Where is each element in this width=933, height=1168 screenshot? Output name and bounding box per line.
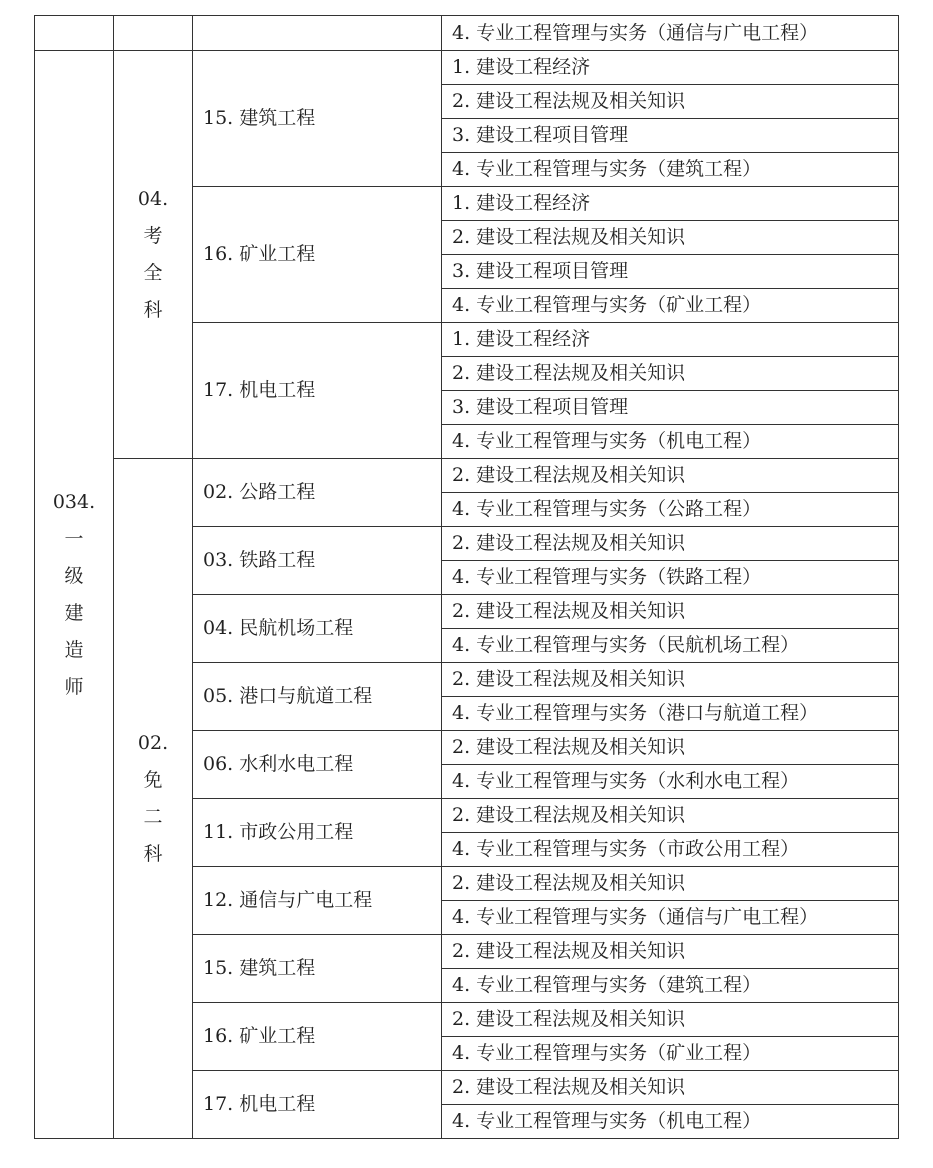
subject-cell: 4. 专业工程管理与实务（建筑工程） (442, 969, 899, 1003)
subject-cell: 2. 建设工程法规及相关知识 (442, 595, 899, 629)
major-cell: 06. 水利水电工程 (193, 731, 442, 799)
major-cell: 15. 建筑工程 (193, 51, 442, 187)
group-code: 02. (137, 731, 169, 754)
major-cell-empty (193, 16, 442, 51)
group-cell (114, 459, 193, 1139)
subject-cell: 2. 建设工程法规及相关知识 (442, 527, 899, 561)
subject-cell: 1. 建设工程经济 (442, 323, 899, 357)
subject-cell: 2. 建设工程法规及相关知识 (442, 85, 899, 119)
group-name-char: 全 (143, 261, 163, 284)
subject-cell: 4. 专业工程管理与实务（市政公用工程） (442, 833, 899, 867)
subject-cell: 3. 建设工程项目管理 (442, 119, 899, 153)
group-name-char: 考 (143, 224, 163, 247)
major-cell: 11. 市政公用工程 (193, 799, 442, 867)
subject-cell: 2. 建设工程法规及相关知识 (442, 1003, 899, 1037)
group-cell (114, 51, 193, 459)
group-name-char: 免 (143, 768, 163, 791)
subject-cell: 2. 建设工程法规及相关知识 (442, 867, 899, 901)
subject-cell: 4. 专业工程管理与实务（通信与广电工程） (442, 16, 899, 51)
major-cell: 03. 铁路工程 (193, 527, 442, 595)
major-cell: 05. 港口与航道工程 (193, 663, 442, 731)
subject-cell: 4. 专业工程管理与实务（通信与广电工程） (442, 901, 899, 935)
subject-cell: 4. 专业工程管理与实务（水利水电工程） (442, 765, 899, 799)
subject-cell: 3. 建设工程项目管理 (442, 255, 899, 289)
group-code: 04. (137, 187, 169, 210)
subject-cell: 2. 建设工程法规及相关知识 (442, 799, 899, 833)
subject-cell: 4. 专业工程管理与实务（机电工程） (442, 1105, 899, 1139)
major-cell: 04. 民航机场工程 (193, 595, 442, 663)
subject-cell: 3. 建设工程项目管理 (442, 391, 899, 425)
qualification-name-char: 师 (64, 675, 84, 698)
subject-cell: 2. 建设工程法规及相关知识 (442, 357, 899, 391)
major-cell: 16. 矿业工程 (193, 187, 442, 323)
qualification-name-char: 建 (64, 601, 84, 624)
subject-cell: 4. 专业工程管理与实务（矿业工程） (442, 1037, 899, 1071)
subject-cell: 1. 建设工程经济 (442, 187, 899, 221)
major-cell: 16. 矿业工程 (193, 1003, 442, 1071)
qualification-cell-empty (35, 16, 114, 51)
subject-cell: 2. 建设工程法规及相关知识 (442, 1071, 899, 1105)
subject-cell: 4. 专业工程管理与实务（机电工程） (442, 425, 899, 459)
qualification-cell (35, 51, 114, 1139)
subject-cell: 4. 专业工程管理与实务（公路工程） (442, 493, 899, 527)
table-row (35, 459, 899, 493)
subject-cell: 2. 建设工程法规及相关知识 (442, 731, 899, 765)
qualification-code: 034. (52, 490, 96, 513)
subject-cell: 2. 建设工程法规及相关知识 (442, 459, 899, 493)
qualification-name-char: 级 (64, 564, 84, 587)
group-name-char: 科 (143, 298, 163, 321)
subject-cell: 4. 专业工程管理与实务（矿业工程） (442, 289, 899, 323)
subject-cell: 2. 建设工程法规及相关知识 (442, 221, 899, 255)
table-row (35, 51, 899, 85)
subject-cell: 1. 建设工程经济 (442, 51, 899, 85)
group-name-char: 二 (143, 805, 163, 828)
major-cell: 02. 公路工程 (193, 459, 442, 527)
group-name-char: 科 (143, 842, 163, 865)
table-row (35, 16, 899, 51)
subject-cell: 4. 专业工程管理与实务（港口与航道工程） (442, 697, 899, 731)
exam-subject-table (34, 15, 899, 1139)
subject-cell: 4. 专业工程管理与实务（民航机场工程） (442, 629, 899, 663)
subject-cell: 4. 专业工程管理与实务（铁路工程） (442, 561, 899, 595)
major-cell: 17. 机电工程 (193, 1071, 442, 1139)
subject-cell: 2. 建设工程法规及相关知识 (442, 663, 899, 697)
major-cell: 12. 通信与广电工程 (193, 867, 442, 935)
subject-cell: 4. 专业工程管理与实务（建筑工程） (442, 153, 899, 187)
qualification-name-char: 造 (64, 638, 84, 661)
group-cell-empty (114, 16, 193, 51)
major-cell: 17. 机电工程 (193, 323, 442, 459)
major-cell: 15. 建筑工程 (193, 935, 442, 1003)
qualification-name-char: 一 (64, 527, 84, 550)
subject-cell: 2. 建设工程法规及相关知识 (442, 935, 899, 969)
